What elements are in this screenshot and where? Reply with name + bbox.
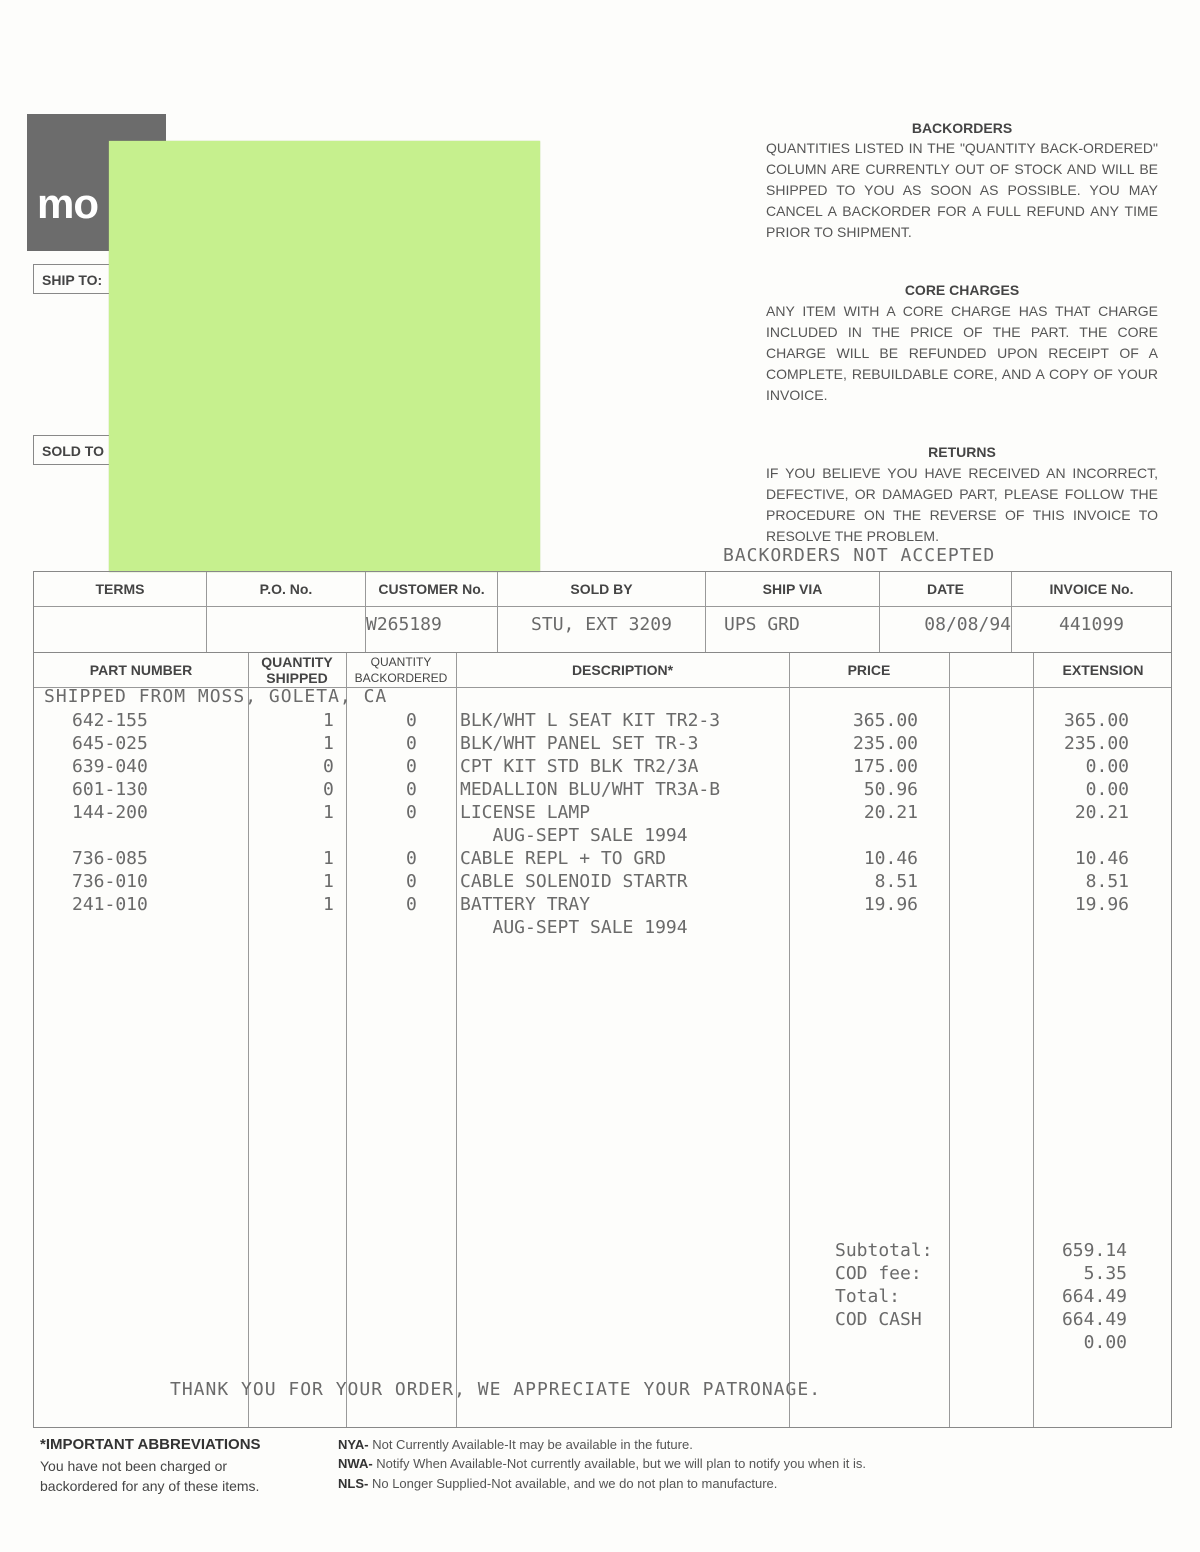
table-row [34, 825, 1173, 848]
cell-desc: LICENSE LAMP [460, 802, 591, 823]
cell-shipped: 1 [323, 710, 334, 731]
shipped-from-row [34, 686, 1173, 709]
cell-back: 0 [406, 710, 417, 731]
extension-header: EXTENSION [1062, 661, 1144, 678]
sticky-note [109, 141, 540, 572]
cell-price: 235.00 [852, 733, 918, 754]
thank-you-message: THANK YOU FOR YOUR ORDER, WE APPRECIATE YOUR PATRONAGE. [170, 1379, 822, 1400]
nya-abbreviation: NYA- Not Currently Available-It may be available in the future. [338, 1437, 693, 1452]
qty-shipped-header: QUANTITY SHIPPED [261, 653, 333, 686]
cell-desc: CABLE REPL + TO GRD [460, 848, 666, 869]
date-cell [880, 572, 1012, 652]
subtotal-value: 659.14 [1061, 1240, 1127, 1261]
cell-price: 175.00 [852, 756, 918, 777]
cell-ext: 0.00 [1085, 756, 1129, 777]
customer-value: W265189 [366, 614, 442, 635]
cell-shipped: 1 [323, 894, 334, 915]
core-charges-text: ANY ITEM WITH A CORE CHARGE HAS THAT CHARGE INCLUDED IN THE PRICE OF THE PART. THE CORE CHARGE WILL BE REFUNDED UPON RECEIPT OF A COMPLETE, REBUILDABLE CORE, AND A COPY OF YOUR INVOICE. [766, 303, 1158, 403]
returns-title: RETURNS [928, 444, 996, 460]
sold-to-label: SOLD TO [33, 435, 183, 465]
cod-fee-value: 5.35 [1083, 1263, 1127, 1284]
cell-price: 365.00 [852, 710, 918, 731]
sold-by-label: SOLD BY [498, 572, 705, 607]
cell-part: 639-040 [72, 756, 148, 777]
cell-back: 0 [406, 733, 417, 754]
table-row [34, 894, 1173, 917]
date-value: 08/08/94 [924, 614, 1011, 635]
ship-to-label: SHIP TO: [33, 264, 183, 294]
cell-part: 736-085 [72, 848, 148, 869]
cell-desc: BATTERY TRAY [460, 894, 591, 915]
description-header: DESCRIPTION* [571, 661, 674, 678]
cell-desc: CABLE SOLENOID STARTR [460, 871, 688, 892]
invoice-label: INVOICE No. [1012, 572, 1171, 607]
total-value: 664.49 [1061, 1286, 1127, 1307]
cell-back: 0 [406, 779, 417, 800]
cell-part: 144-200 [72, 802, 148, 823]
backorders-title: BACKORDERS [911, 120, 1013, 136]
date-label: DATE [880, 572, 1011, 607]
cell-shipped: 1 [323, 871, 334, 892]
table-row [34, 848, 1173, 871]
cell-price: 20.21 [863, 802, 918, 823]
column-header-row [34, 653, 1171, 688]
table-row [34, 802, 1173, 825]
cell-part: 601-130 [72, 779, 148, 800]
table-row [34, 917, 1173, 940]
ship-via-label: SHIP VIA [706, 572, 879, 607]
nwa-abbreviation: NWA- Notify When Available-Not currently available, but we will plan to notify you when it is. [338, 1456, 866, 1471]
customer-label: CUSTOMER No. [366, 572, 497, 607]
invoice-cell [1012, 572, 1171, 652]
total-label: Total: [835, 1286, 901, 1307]
shipped-from-text: SHIPPED FROM MOSS, GOLETA, CA [44, 686, 388, 707]
sold-by-cell [498, 572, 706, 652]
cell-ext: 10.46 [1074, 848, 1129, 869]
cell-shipped: 1 [323, 733, 334, 754]
price-header: PRICE [847, 661, 891, 678]
balance-value: 0.00 [1083, 1332, 1127, 1353]
terms-cell [34, 572, 207, 652]
cell-ext: 19.96 [1074, 894, 1129, 915]
cell-part: 645-025 [72, 733, 148, 754]
cell-shipped: 0 [323, 756, 334, 777]
cell-back: 0 [406, 756, 417, 777]
ship-via-cell [706, 572, 880, 652]
cell-desc: BLK/WHT L SEAT KIT TR2-3 [460, 710, 721, 731]
abbreviations-note: You have not been charged or backordered for any of these items. [40, 1458, 260, 1494]
cell-desc: BLK/WHT PANEL SET TR-3 [460, 733, 699, 754]
cell-ext: 20.21 [1074, 802, 1129, 823]
terms-label: TERMS [34, 572, 206, 607]
table-row [34, 779, 1173, 802]
sold-by-value: STU, EXT 3209 [531, 614, 672, 635]
cell-price: 8.51 [874, 871, 918, 892]
cell-price: 10.46 [863, 848, 918, 869]
cell-part: 241-010 [72, 894, 148, 915]
ship-via-value: UPS GRD [724, 614, 800, 635]
table-row [34, 871, 1173, 894]
cell-shipped: 1 [323, 848, 334, 869]
cell-shipped: 0 [323, 779, 334, 800]
logo-text: mo [37, 180, 98, 227]
cell-part: 736-010 [72, 871, 148, 892]
cod-cash-label: COD CASH [835, 1309, 922, 1330]
part-number-header: PART NUMBER [89, 661, 193, 678]
cell-back: 0 [406, 848, 417, 869]
cell-shipped: 1 [323, 802, 334, 823]
core-charges-title: CORE CHARGES [904, 282, 1020, 298]
customer-cell [366, 572, 498, 652]
cell-desc: AUG-SEPT SALE 1994 [460, 825, 688, 846]
cell-desc: CPT KIT STD BLK TR2/3A [460, 756, 699, 777]
cell-price: 19.96 [863, 894, 918, 915]
cod-cash-value: 664.49 [1061, 1309, 1127, 1330]
qty-backordered-header: QUANTITY BACKORDERED [354, 654, 448, 685]
order-header-table [33, 571, 1172, 653]
cell-desc: AUG-SEPT SALE 1994 [460, 917, 688, 938]
table-row [34, 756, 1173, 779]
table-row [34, 733, 1173, 756]
invoice-value: 441099 [1058, 614, 1125, 635]
cell-ext: 0.00 [1085, 779, 1129, 800]
cell-back: 0 [406, 802, 417, 823]
cell-ext: 365.00 [1063, 710, 1129, 731]
cell-desc: MEDALLION BLU/WHT TR3A-B [460, 779, 721, 800]
po-cell [207, 572, 366, 652]
po-label: P.O. No. [207, 572, 365, 607]
backorders-text: QUANTITIES LISTED IN THE "QUANTITY BACK-ORDERED" COLUMN ARE CURRENTLY OUT OF STOCK AND WILL BE SHIPPED TO YOU AS SOON AS POSSIBLE. YOU MAY CANCEL A BACKORDER FOR A FULL REFUND ANY TIME PRIOR TO SHIPMENT. [766, 140, 1158, 240]
subtotal-label: Subtotal: [835, 1240, 933, 1261]
cell-back: 0 [406, 894, 417, 915]
line-items-table [33, 653, 1172, 1428]
cell-ext: 235.00 [1063, 733, 1129, 754]
cell-part: 642-155 [72, 710, 148, 731]
backorders-not-accepted-stamp: BACKORDERS NOT ACCEPTED [723, 545, 996, 566]
cod-fee-label: COD fee: [835, 1263, 922, 1284]
cell-ext: 8.51 [1085, 871, 1129, 892]
cell-back: 0 [406, 871, 417, 892]
abbreviations-title: *IMPORTANT ABBREVIATIONS [40, 1436, 261, 1453]
returns-text: IF YOU BELIEVE YOU HAVE RECEIVED AN INCORRECT, DEFECTIVE, OR DAMAGED PART, PLEASE FOLLOW THE PROCEDURE ON THE REVERSE OF THIS INVOICE TO RESOLVE THE PROBLEM. [766, 465, 1158, 544]
nls-abbreviation: NLS- No Longer Supplied-Not available, and we do not plan to manufacture. [338, 1476, 778, 1491]
table-row [34, 710, 1173, 733]
cell-price: 50.96 [863, 779, 918, 800]
